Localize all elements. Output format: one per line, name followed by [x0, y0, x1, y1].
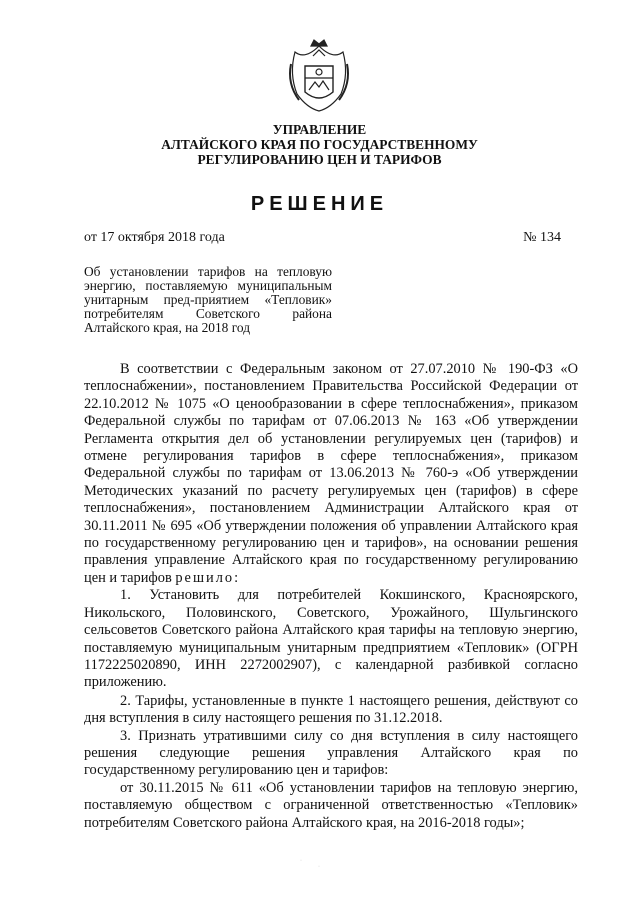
scan-artifact: · — [318, 864, 320, 870]
item-2-paragraph: 2. Тарифы, установленные в пункте 1 настоящего решения, действуют со дня вступления в силу настоящего решения по 31.12.2018. — [84, 692, 578, 727]
agency-name — [0, 122, 639, 167]
document-title: РЕШЕНИЕ — [250, 193, 389, 215]
document-date: от 17 октября 2018 года — [84, 230, 225, 245]
agency-line: УПРАВЛЕНИЕ — [272, 122, 367, 137]
item-1-paragraph: 1. Установить для потребителей Кокшинского, Красноярского, Никольского, Половинского, Советского, Урожайного, Шульгинского сельсоветов Советского района Алтайского края тарифы на тепловую энергию, поставляемую муниципальным унитарным предприятием «Тепловик» (ОГРН 1172225020890, ИНН 2272002907), с календарной разбивкой согласно приложению. — [84, 587, 578, 691]
decided-word: решило — [175, 569, 235, 586]
document-subject: Об установлении тарифов на тепловую энергию, поставляемую муниципальным унитарным пред-приятием «Тепловик» потребителям Советского района Алтайского края, на 2018 год — [84, 264, 332, 335]
agency-line: РЕГУЛИРОВАНИЮ ЦЕН И ТАРИФОВ — [197, 152, 442, 167]
document-body — [84, 361, 578, 832]
altai-coat-of-arms-icon — [283, 34, 355, 114]
preamble-paragraph: В соответствии с Федеральным законом от 27.07.2010 № 190-ФЗ «О теплоснабжении», постановлением Правительства Российской Федерации от 22.10.2012 № 1075 «О ценообразовании в сфере теплоснабжения», приказом Федеральной службы по тарифам от 07.06.2013 № 163 «Об утверждении Регламента открытия дел об установлении регулируемых цен (тарифов) и отмене регулирования тарифов в сфере теплоснабжения», приказом Федеральной службы по тарифам от 13.06.2013 № 760-э «Об утверждении Методических указаний по расчету регулируемых цен (тарифов) в сфере теплоснабжения», постановлением Администрации Алтайского края от 30.11.2011 № 695 «Об утверждении положения об управлении Алтайского края по государственному регулированию цен и тарифов», на основании решения правления управление Алтайского края по государственному регулированию цен и тарифов решило: — [84, 361, 578, 586]
scan-artifact: · — [300, 858, 302, 864]
agency-line: АЛТАЙСКОГО КРАЯ ПО ГОСУДАРСТВЕННОМУ — [161, 137, 478, 152]
item-3-reference: от 30.11.2015 № 611 «Об установлении тарифов на тепловую энергию, поставляемую обществом с ограниченной ответственностью «Тепловик» потребителям Советского района Алтайского края, на 2016-2018 годы»; — [84, 779, 578, 831]
document-number: № 134 — [523, 230, 561, 245]
preamble-text: В соответствии с Федеральным законом от 27.07.2010 № 190-ФЗ «О теплоснабжении», постановлением Правительства Российской Федерации от 22.10.2012 № 1075 «О ценообразовании в сфере теплоснабжения», приказом Федеральной службы по тарифам от 07.06.2013 № 163 «Об утверждении Регламента открытия дел об установлении регулируемых цен (тарифов) и отмене регулирования тарифов в сфере теплоснабжения», приказом Федеральной службы по тарифам от 13.06.2013 № 760-э «Об утверждении Методических указаний по расчету регулируемых цен (тарифов) в сфере теплоснабжения», постановлением Администрации Алтайского края от 30.11.2011 № 695 «Об утверждении положения об управлении Алтайского края по государственному регулированию цен и тарифов», на основании решения правления управление Алтайского края по государственному регулированию цен и тарифов — [84, 361, 578, 586]
item-3-paragraph: 3. Признать утратившими силу со дня вступления в силу настоящего решения следующие решения управления Алтайского края по государственному регулированию цен и тарифов: — [84, 727, 578, 779]
